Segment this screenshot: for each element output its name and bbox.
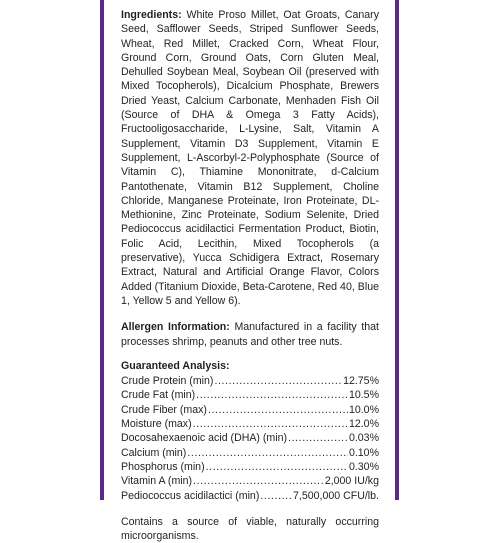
dot-leader xyxy=(193,474,324,488)
allergen-text: Manufactured in a facility that processes shrimp, peanuts and other tree nuts. xyxy=(121,321,379,348)
analysis-row xyxy=(121,417,379,431)
allergen-heading: Allergen Information: xyxy=(121,321,230,334)
analysis-label: Pediococcus acidilactici (min) xyxy=(121,489,260,502)
analysis-row xyxy=(121,403,379,417)
analysis-row xyxy=(121,489,379,503)
dot-leader xyxy=(196,388,348,402)
dot-leader xyxy=(206,460,348,474)
analysis-value: 2,000 IU/kg xyxy=(324,475,379,488)
analysis-row xyxy=(121,388,379,402)
analysis-value: 12.75% xyxy=(343,375,379,388)
analysis-row xyxy=(121,460,379,474)
dot-leader xyxy=(187,446,348,460)
analysis-label: Crude Fat (min) xyxy=(121,389,196,402)
guaranteed-analysis-section xyxy=(121,359,379,503)
right-border-band xyxy=(395,0,500,500)
dot-leader xyxy=(288,431,348,445)
analysis-label: Calcium (min) xyxy=(121,446,187,459)
analysis-value: 0.30% xyxy=(348,460,379,473)
footer-note: Contains a source of viable, naturally occurring microorganisms. xyxy=(121,515,379,543)
analysis-value: 0.10% xyxy=(348,446,379,459)
analysis-label: Moisture (max) xyxy=(121,418,192,431)
analysis-row xyxy=(121,446,379,460)
analysis-value: 10.0% xyxy=(348,403,379,416)
analysis-label: Docosahexaenoic acid (DHA) (min) xyxy=(121,432,288,445)
analysis-value: 0.03% xyxy=(348,432,379,445)
analysis-value: 10.5% xyxy=(348,389,379,402)
left-border-band xyxy=(0,0,104,500)
label-panel xyxy=(121,8,379,543)
analysis-label: Vitamin A (min) xyxy=(121,475,193,488)
ingredients-heading: Ingredients: xyxy=(121,9,182,21)
ingredients-section xyxy=(121,8,379,308)
dot-leader xyxy=(193,417,348,431)
guaranteed-analysis-heading: Guaranteed Analysis: xyxy=(121,359,230,372)
ingredients-text: White Proso Millet, Oat Groats, Canary Seed, Safflower Seeds, Striped Sunflower Seeds, Wheat, Red Millet, Cracked Corn, Wheat Flour, Ground Corn, Ground Oats, Corn Gluten Meal, Dehulled Soybean Meal, Soybean Oil (preserved with Mixed Tocopherols), Dicalcium Phosphate, Brewers Dried Yeast, Calcium Carbonate, Menhaden Fish Oil (Source of DHA & Omega 3 Fatty Acids), Fructooligosaccharide, L-Lysine, Salt, Vitamin A Supplement, Vitamin D3 Supplement, Vitamin E Supplement, L-Ascorbyl-2-Polyphosphate (Source of Vitamin C), Thiamine Mononitrate, d-Calcium Pantothenate, Vitamin B12 Supplement, Choline Chloride, Manganese Proteinate, Iron Proteinate, DL-Methionine, Zinc Proteinate, Sodium Selenite, Dried Pediococcus acidilactici Fermentation Product, Biotin, Folic Acid, Lecithin, Mixed Tocopherols (a preservative), Yucca Schidigera Extract, Rosemary Extract, Natural and Artificial Orange Flavor, Colors Added (Titanium Dioxide, Beta-Carotene, Red 40, Blue 1, Yellow 5 and Yellow 6). xyxy=(121,9,379,307)
analysis-label: Phosphorus (min) xyxy=(121,460,205,473)
analysis-label: Crude Protein (min) xyxy=(121,375,214,388)
dot-leader xyxy=(208,403,348,417)
analysis-value: 7,500,000 CFU/lb. xyxy=(293,489,379,502)
dot-leader xyxy=(260,489,292,503)
allergen-section xyxy=(121,320,379,349)
analysis-row xyxy=(121,374,379,388)
analysis-row xyxy=(121,431,379,445)
analysis-label: Crude Fiber (max) xyxy=(121,403,207,416)
analysis-row xyxy=(121,474,379,488)
analysis-value: 12.0% xyxy=(348,418,379,431)
dot-leader xyxy=(214,374,342,388)
